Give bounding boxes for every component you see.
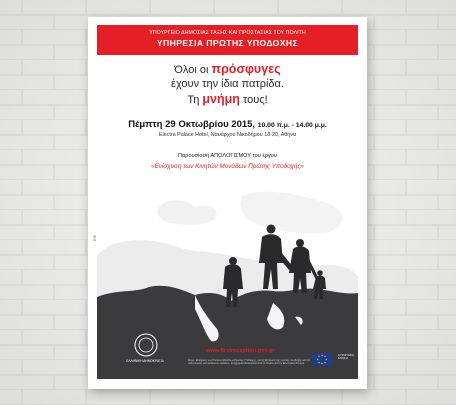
headline-highlight: μνήμη: [202, 92, 240, 106]
event-time: 10.00 π.μ. - 14.00 μ.μ.: [257, 122, 327, 129]
event-day: Πέμπτη 29 Οκτωβρίου 2015,: [128, 119, 256, 130]
service-name: ΥΠΗΡΕΣΙΑ ΠΡΩΤΗΣ ΥΠΟΔΟΧΗΣ: [156, 38, 299, 48]
eu-label: ΕΥΡΩΠΑΪΚΗ ΕΝΩΣΗ: [338, 353, 355, 361]
headline-highlight: πρόσφυγες: [211, 62, 281, 76]
headline-line-1: [88, 62, 367, 76]
headline-line-2: έχουν την ίδια πατρίδα.: [171, 78, 284, 90]
headline-line-3: [88, 92, 367, 106]
poster: [88, 17, 367, 389]
side-code: ΕΦ: [92, 235, 97, 241]
eu-flag-icon: [312, 353, 332, 366]
presentation-label: Παρουσίαση ΑΠΟΛΟΓΙΣΜΟΥ του έργου: [178, 153, 277, 159]
hellenic-republic-label: ΕΛΛΗΝΙΚΗ ΔΗΜΟΚΡΑΤΙΑ: [126, 359, 164, 363]
header-banner: [97, 25, 358, 55]
ministry-name: ΥΠΟΥΡΓΕΙΟ ΔΗΜΟΣΙΑΣ ΤΑΞΗΣ ΚΑΙ ΠΡΟΣΤΑΣΙΑΣ ΤΟΥ ΠΟΛΙΤΗ: [149, 30, 306, 36]
website-link: www.firstreception.gov.gr: [206, 348, 275, 354]
headline-text: Τη: [187, 94, 203, 106]
project-title: «Ενίσχυση των Κινητών Μονάδων Πρώτης Υποδοχής»: [151, 163, 304, 170]
headline-text: τους!: [239, 94, 268, 106]
headline-text: Όλοι οι: [174, 64, 212, 76]
event-venue: Electra Palace Hotel, Ναυάρχου Νικοδήμου 18-20, Αθήνα: [158, 132, 297, 138]
funding-fine-print: Έργο: Ενίσχυση των Κινητών Μονάδων Πρώτης Υποδοχής, για τη βελτίωση της πρώτης υποδοχής και την αναγνώριση των ευάλωτων ομάδων, συγχρηματοδοτούμενο από το Ταμείο για την Εξωτερική Σύνορα.: [188, 359, 311, 366]
event-date: [88, 119, 367, 130]
